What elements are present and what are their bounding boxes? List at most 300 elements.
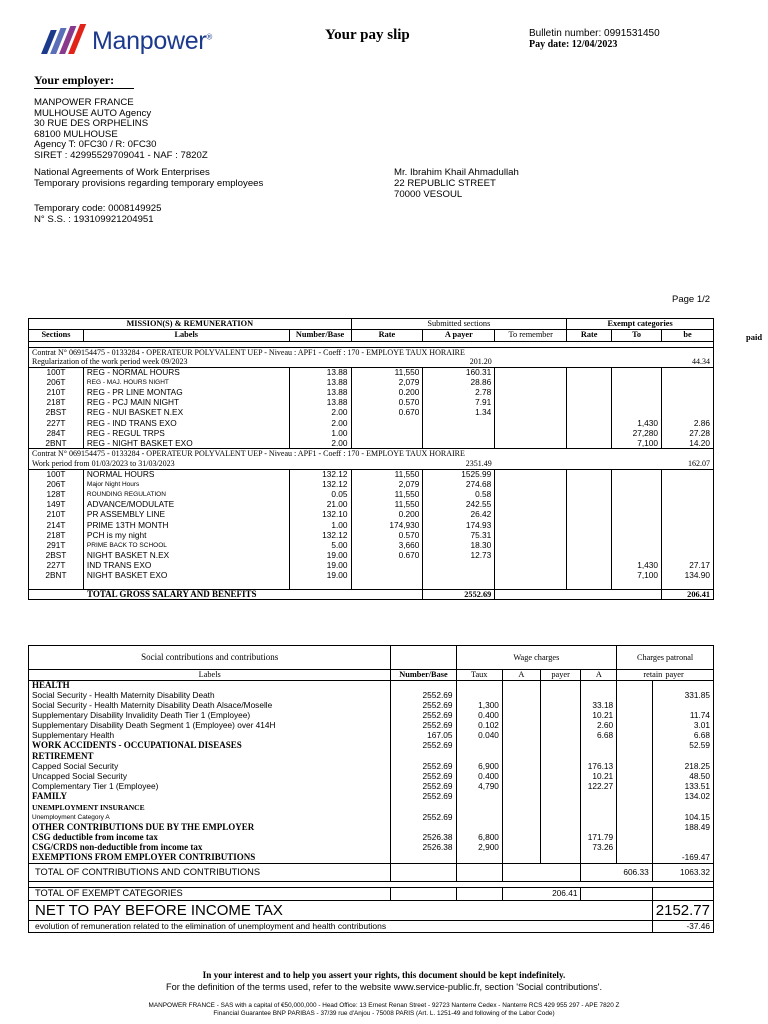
row-value bbox=[662, 500, 714, 510]
empty-cell bbox=[662, 581, 714, 589]
empty-cell bbox=[617, 833, 653, 843]
contrib-base: 2552.69 bbox=[391, 812, 456, 822]
row-value: 1.34 bbox=[423, 408, 495, 418]
section-code: 149T bbox=[29, 500, 84, 510]
contrib-retain bbox=[581, 812, 617, 822]
empty-cell bbox=[567, 571, 612, 581]
period-row bbox=[29, 357, 714, 367]
section-code: 206T bbox=[29, 479, 84, 489]
employer-address bbox=[34, 98, 208, 162]
table-row bbox=[29, 541, 714, 551]
row-value: 28.86 bbox=[423, 378, 495, 388]
contrib-base bbox=[391, 680, 456, 690]
empty-cell bbox=[567, 500, 612, 510]
row-value bbox=[423, 571, 495, 581]
empty-cell bbox=[391, 887, 456, 900]
table-row bbox=[29, 520, 714, 530]
row-value: 19.00 bbox=[289, 561, 351, 571]
row-label: PRIME 13TH MONTH bbox=[83, 520, 289, 530]
section-code: 2BST bbox=[29, 551, 84, 561]
contrib-base: 2526.38 bbox=[391, 843, 456, 853]
row-value: 0.670 bbox=[351, 551, 423, 561]
row-value bbox=[662, 490, 714, 500]
table-row bbox=[29, 490, 714, 500]
contrib-base bbox=[391, 751, 456, 761]
column-header: be bbox=[662, 329, 714, 341]
contrib-row bbox=[29, 690, 714, 700]
row-value: 75.31 bbox=[423, 530, 495, 540]
contrib-base: 2526.38 bbox=[391, 833, 456, 843]
row-value bbox=[495, 378, 567, 388]
contrib-retain: 2.60 bbox=[581, 721, 617, 731]
row-value: 13.88 bbox=[289, 398, 351, 408]
employer-line: Agency T: 0FC30 / R: 0FC30 bbox=[34, 139, 157, 151]
contrib-label: Capped Social Security bbox=[32, 761, 119, 771]
section-code: 2BST bbox=[29, 408, 84, 418]
empty-cell bbox=[502, 812, 540, 822]
contrib-base bbox=[391, 853, 456, 863]
contrib-row bbox=[29, 700, 714, 710]
row-value bbox=[495, 530, 567, 540]
row-value: 11,550 bbox=[351, 500, 423, 510]
contrib-rate bbox=[456, 792, 502, 802]
column-header: Rate bbox=[567, 329, 612, 341]
row-value bbox=[495, 541, 567, 551]
net-pay-value: 2152.77 bbox=[652, 900, 713, 920]
empty-cell bbox=[617, 802, 653, 812]
period-be: 162.07 bbox=[662, 459, 714, 469]
contrib-pay bbox=[540, 731, 581, 741]
contrib-row bbox=[29, 680, 714, 690]
row-value: 11,550 bbox=[351, 490, 423, 500]
row-value: 19.00 bbox=[289, 551, 351, 561]
row-value bbox=[612, 469, 662, 479]
total-contrib-row bbox=[29, 863, 714, 881]
table-row bbox=[29, 367, 714, 377]
period-be: 44.34 bbox=[662, 357, 714, 367]
empty-cell bbox=[567, 520, 612, 530]
contrib-retain bbox=[581, 792, 617, 802]
row-value bbox=[662, 541, 714, 551]
row-value: 132.12 bbox=[289, 530, 351, 540]
row-value bbox=[423, 418, 495, 428]
paid-label: paid bbox=[746, 332, 763, 342]
section-code: 218T bbox=[29, 530, 84, 540]
empty-cell bbox=[502, 802, 540, 812]
employee-line: Mr. Ibrahim Khail Ahmadullah bbox=[394, 167, 519, 178]
row-value bbox=[495, 388, 567, 398]
contrib-row bbox=[29, 833, 714, 843]
empty-cell bbox=[567, 469, 612, 479]
contrib-label: Social Security - Health Maternity Disability Death bbox=[32, 690, 215, 700]
contrib-label: FAMILY bbox=[32, 792, 68, 802]
employer-code: N° S.S. : 193109921204951 bbox=[34, 214, 154, 225]
contrib-rate: 6,900 bbox=[456, 762, 502, 772]
row-value: 26.42 bbox=[423, 510, 495, 520]
row-value bbox=[612, 367, 662, 377]
contract-row bbox=[29, 449, 714, 459]
table-row bbox=[29, 439, 714, 449]
row-value bbox=[662, 398, 714, 408]
row-value bbox=[423, 429, 495, 439]
row-value: 0.05 bbox=[289, 490, 351, 500]
period-label: Work period from 01/03/2023 to 31/03/2023 bbox=[29, 459, 423, 469]
row-label: PRIME BACK TO SCHOOL bbox=[83, 541, 289, 551]
row-value bbox=[612, 500, 662, 510]
row-label: REG - PR LINE MONTAG bbox=[83, 388, 289, 398]
row-value: 2.00 bbox=[289, 418, 351, 428]
row-label: ROUNDING REGULATION bbox=[83, 490, 289, 500]
contrib-retain: 122.27 bbox=[581, 782, 617, 792]
total-exempt-row bbox=[29, 887, 714, 900]
row-label: IND TRANS EXO bbox=[83, 561, 289, 571]
contrib-label: Complementary Tier 1 (Employee) bbox=[32, 781, 159, 792]
contrib-base: 2552.69 bbox=[391, 721, 456, 731]
empty-cell bbox=[502, 772, 540, 782]
evolution-label: evolution of remuneration related to the elimination of unemployment and health contributions bbox=[35, 920, 387, 931]
contrib-pay bbox=[540, 762, 581, 772]
row-value: 132.10 bbox=[289, 510, 351, 520]
contrib-row bbox=[29, 731, 714, 741]
contrib-retain bbox=[581, 823, 617, 833]
contrib-retain: 10.21 bbox=[581, 772, 617, 782]
row-value: 5.00 bbox=[289, 541, 351, 551]
contrib-label: RETIREMENT bbox=[32, 751, 94, 761]
contrib-header-row bbox=[29, 646, 714, 670]
row-value bbox=[495, 479, 567, 489]
empty-cell bbox=[567, 439, 612, 449]
bulletin-number: Bulletin number: 0991531450 bbox=[529, 28, 660, 39]
row-value bbox=[351, 439, 423, 449]
employee-line: 70000 VESOUL bbox=[394, 189, 463, 200]
contrib-base: 2552.69 bbox=[391, 690, 456, 700]
contributions-table bbox=[28, 645, 714, 933]
section-code: 227T bbox=[29, 418, 84, 428]
empty-cell bbox=[652, 887, 713, 900]
empty-cell bbox=[567, 490, 612, 500]
empty-cell bbox=[502, 690, 540, 700]
row-value bbox=[612, 530, 662, 540]
evolution-row bbox=[29, 920, 714, 932]
row-label: REG - NIGHT BASKET EXO bbox=[83, 439, 289, 449]
total-gross-label: TOTAL GROSS SALARY AND BENEFITS bbox=[87, 589, 257, 599]
empty-cell bbox=[567, 561, 612, 571]
row-value bbox=[351, 561, 423, 571]
row-label: PR ASSEMBLY LINE bbox=[83, 510, 289, 520]
row-value bbox=[612, 479, 662, 489]
empty-cell bbox=[502, 843, 540, 853]
row-value bbox=[495, 561, 567, 571]
contrib-base: 2552.69 bbox=[391, 741, 456, 751]
contrib-row bbox=[29, 741, 714, 751]
contrib-rate bbox=[456, 751, 502, 761]
contrib-label: WORK ACCIDENTS - OCCUPATIONAL DISEASES bbox=[32, 741, 242, 751]
contrib-pay bbox=[540, 853, 581, 863]
spacer-row bbox=[29, 581, 714, 589]
row-value bbox=[495, 408, 567, 418]
row-value: 27,280 bbox=[612, 429, 662, 439]
row-label: NIGHT BASKET EXO bbox=[83, 571, 289, 581]
row-value bbox=[495, 367, 567, 377]
contrib-retain: 176.13 bbox=[581, 762, 617, 772]
empty-cell bbox=[567, 418, 612, 428]
employer-line: 68100 MULHOUSE bbox=[34, 128, 118, 140]
contrib-pay bbox=[540, 721, 581, 731]
empty-cell bbox=[617, 782, 653, 792]
net-pay-label: NET TO PAY BEFORE INCOME TAX bbox=[35, 901, 283, 919]
section-code: 2BNT bbox=[29, 571, 84, 581]
empty-cell bbox=[456, 863, 502, 881]
contrib-rate bbox=[456, 853, 502, 863]
row-value bbox=[662, 378, 714, 388]
empty-cell bbox=[567, 581, 612, 589]
mission-header: MISSION(S) & REMUNERATION bbox=[29, 319, 352, 330]
row-label: REG - MAJ. HOURS NIGHT bbox=[83, 378, 289, 388]
column-header: A bbox=[581, 670, 617, 681]
column-header: To bbox=[612, 329, 662, 341]
contrib-employer: -169.47 bbox=[652, 853, 713, 863]
empty-cell bbox=[567, 408, 612, 418]
contrib-employer: 104.15 bbox=[652, 812, 713, 822]
remuneration-table bbox=[28, 318, 714, 600]
contrib-base: 2552.69 bbox=[391, 792, 456, 802]
row-label: PCH is my night bbox=[83, 530, 289, 540]
contrib-employer: 6.68 bbox=[652, 731, 713, 741]
row-value: 274.68 bbox=[423, 479, 495, 489]
empty-cell bbox=[502, 731, 540, 741]
contrib-label: Unemployment Category A bbox=[32, 813, 110, 821]
evolution-value: -37.46 bbox=[652, 920, 713, 932]
contrib-title: Social contributions and contributions bbox=[141, 651, 279, 662]
column-header: A payer bbox=[423, 329, 495, 341]
row-value: 11,550 bbox=[351, 469, 423, 479]
row-value: 242.55 bbox=[423, 500, 495, 510]
section-code: 128T bbox=[29, 490, 84, 500]
section-code: 284T bbox=[29, 429, 84, 439]
contrib-rate: 4,790 bbox=[456, 782, 502, 792]
column-header: payer bbox=[540, 670, 581, 681]
empty-cell bbox=[617, 711, 653, 721]
row-label: REG - REGUL TRPS bbox=[83, 429, 289, 439]
table-row bbox=[29, 561, 714, 571]
contrib-pay bbox=[540, 782, 581, 792]
contrib-rate bbox=[456, 741, 502, 751]
row-value bbox=[612, 541, 662, 551]
row-value: 21.00 bbox=[289, 500, 351, 510]
row-value: 1,430 bbox=[612, 561, 662, 571]
empty-cell bbox=[351, 581, 423, 589]
contrib-label: EXEMPTIONS FROM EMPLOYER CONTRIBUTIONS bbox=[32, 853, 256, 863]
empty-cell bbox=[495, 581, 567, 589]
table-row bbox=[29, 398, 714, 408]
contrib-employer bbox=[652, 833, 713, 843]
contrib-rate: 0.400 bbox=[456, 711, 502, 721]
contrib-row bbox=[29, 812, 714, 822]
row-value: 12.73 bbox=[423, 551, 495, 561]
row-value bbox=[351, 418, 423, 428]
empty-cell bbox=[502, 721, 540, 731]
column-header: Number/Base bbox=[289, 329, 351, 341]
contrib-retain bbox=[581, 751, 617, 761]
employer-line: SIRET : 42995529709041 - NAF : 7820Z bbox=[34, 149, 208, 161]
contrib-label: HEALTH bbox=[32, 680, 70, 690]
column-header bbox=[617, 670, 714, 681]
contrib-employer: 52.59 bbox=[652, 741, 713, 751]
page-number: Page 1/2 bbox=[672, 294, 711, 305]
employer-line: 30 RUE DES ORPHELINS bbox=[34, 118, 149, 130]
contrib-retain bbox=[581, 690, 617, 700]
agreement-line: National Agreements of Work Enterprises bbox=[34, 167, 210, 178]
empty-cell bbox=[502, 853, 540, 863]
row-value bbox=[662, 367, 714, 377]
column-header: Sections bbox=[41, 330, 71, 340]
header-part: retain bbox=[643, 670, 663, 679]
contrib-row bbox=[29, 853, 714, 863]
empty-cell bbox=[581, 887, 652, 900]
total-contrib-label: TOTAL OF CONTRIBUTIONS AND CONTRIBUTIONS bbox=[35, 866, 261, 877]
empty-cell bbox=[567, 398, 612, 408]
row-value bbox=[662, 510, 714, 520]
empty-cell bbox=[502, 762, 540, 772]
row-value: 1.00 bbox=[289, 520, 351, 530]
row-value: 160.31 bbox=[423, 367, 495, 377]
contrib-employer: 218.25 bbox=[652, 762, 713, 772]
contrib-rate: 0.400 bbox=[456, 772, 502, 782]
contrib-base: 2552.69 bbox=[391, 711, 456, 721]
total-contrib-retain: 606.33 bbox=[581, 863, 652, 881]
contrib-pay bbox=[540, 741, 581, 751]
total-exempt-value: 206.41 bbox=[662, 589, 714, 600]
contrib-base: 2552.69 bbox=[391, 762, 456, 772]
column-header: To remember bbox=[495, 329, 567, 341]
contract-label: Contrat N° 069154475 - 0133284 - OPERATEUR POLYVALENT UEP - Niveau : APF1 - Coeff : 170 - EMPLOYE TAUX HORAIRE bbox=[29, 347, 714, 357]
empty-cell bbox=[567, 530, 612, 540]
empty-cell bbox=[617, 721, 653, 731]
contrib-row bbox=[29, 843, 714, 853]
row-value: 1,430 bbox=[612, 418, 662, 428]
row-value: 13.88 bbox=[289, 378, 351, 388]
footer-definition: For the definition of the terms used, refer to the website www.service-public.fr, section 'Social contributions'. bbox=[165, 982, 603, 992]
table-row bbox=[29, 530, 714, 540]
contrib-base: 167.05 bbox=[391, 731, 456, 741]
page-title: Your pay slip bbox=[325, 27, 410, 43]
row-value: 27.17 bbox=[662, 561, 714, 571]
contrib-retain: 73.26 bbox=[581, 843, 617, 853]
empty-cell bbox=[502, 782, 540, 792]
row-value bbox=[351, 571, 423, 581]
row-value bbox=[423, 439, 495, 449]
empty-cell bbox=[617, 823, 653, 833]
column-header: Taux bbox=[456, 670, 502, 681]
contrib-label: Supplementary Disability Death Segment 1 (Employee) over 414H bbox=[32, 720, 276, 731]
row-value bbox=[662, 530, 714, 540]
section-code: 100T bbox=[29, 469, 84, 479]
row-value: 174.93 bbox=[423, 520, 495, 530]
row-label: REG - PCJ MAIN NIGHT bbox=[83, 398, 289, 408]
contrib-pay bbox=[540, 792, 581, 802]
row-value bbox=[495, 418, 567, 428]
contrib-label: UNEMPLOYMENT INSURANCE bbox=[32, 802, 145, 812]
period-payer: 2351.49 bbox=[465, 459, 492, 469]
bulletin-info bbox=[529, 28, 660, 50]
row-value bbox=[495, 571, 567, 581]
row-value: 132.12 bbox=[289, 479, 351, 489]
contrib-base: 2552.69 bbox=[391, 772, 456, 782]
contrib-employer: 188.49 bbox=[652, 823, 713, 833]
contrib-label: Social Security - Health Maternity Disability Death Alsace/Moselle bbox=[32, 700, 273, 710]
empty-cell bbox=[567, 479, 612, 489]
contrib-retain bbox=[581, 680, 617, 690]
row-value: 0.570 bbox=[351, 398, 423, 408]
empty-cell bbox=[502, 711, 540, 721]
row-value: 2.00 bbox=[289, 408, 351, 418]
contrib-retain: 6.68 bbox=[581, 731, 617, 741]
empty-cell bbox=[612, 581, 662, 589]
contrib-retain: 33.18 bbox=[581, 700, 617, 710]
empty-cell bbox=[617, 772, 653, 782]
contrib-rate: 0.040 bbox=[456, 731, 502, 741]
row-value: 13.88 bbox=[289, 367, 351, 377]
row-value: 14.20 bbox=[662, 439, 714, 449]
section-code: 210T bbox=[29, 510, 84, 520]
empty-cell bbox=[617, 792, 653, 802]
table-row bbox=[29, 571, 714, 581]
row-value: 2,079 bbox=[351, 378, 423, 388]
row-value: 1.00 bbox=[289, 429, 351, 439]
period-payer: 201.20 bbox=[469, 357, 492, 367]
employer-code: Temporary code: 0008149925 bbox=[34, 203, 162, 214]
empty-cell bbox=[567, 429, 612, 439]
period-gap bbox=[495, 357, 662, 367]
contrib-rate bbox=[456, 823, 502, 833]
row-value: 2,079 bbox=[351, 479, 423, 489]
empty-cell bbox=[391, 646, 456, 670]
contrib-pay bbox=[540, 751, 581, 761]
empty-cell bbox=[617, 843, 653, 853]
empty-cell bbox=[617, 690, 653, 700]
row-value: 27.28 bbox=[662, 429, 714, 439]
empty-cell bbox=[567, 510, 612, 520]
contrib-label: CSG deductible from income tax bbox=[32, 832, 158, 843]
contract-row bbox=[29, 347, 714, 357]
footer-legal bbox=[0, 1002, 768, 1018]
contrib-retain bbox=[581, 853, 617, 863]
contrib-row bbox=[29, 802, 714, 812]
table-row bbox=[29, 469, 714, 479]
empty-cell bbox=[502, 792, 540, 802]
empty-cell bbox=[391, 863, 456, 881]
table-row bbox=[29, 418, 714, 428]
row-value bbox=[423, 561, 495, 571]
row-value bbox=[495, 469, 567, 479]
contrib-row bbox=[29, 751, 714, 761]
row-value bbox=[495, 398, 567, 408]
manpower-logo-icon bbox=[36, 22, 96, 58]
empty-cell bbox=[567, 367, 612, 377]
period-row bbox=[29, 459, 714, 469]
agreement-line: Temporary provisions regarding temporary employees bbox=[34, 178, 264, 189]
legal-line-1: MANPOWER FRANCE - SAS with a capital of €50,000,000 - Head Office: 13 Ernest Renan Street - 92723 Nanterre Cedex - Nanterre RCS 429 955 297 - APE 7820 Z bbox=[148, 1002, 620, 1009]
row-value bbox=[612, 388, 662, 398]
row-label: REG - NORMAL HOURS bbox=[83, 367, 289, 377]
row-label: NIGHT BASKET N.EX bbox=[83, 551, 289, 561]
contrib-employer: 134.02 bbox=[652, 792, 713, 802]
contrib-retain: 10.21 bbox=[581, 711, 617, 721]
contrib-employer: 11.74 bbox=[652, 711, 713, 721]
charges-header: Charges patronal bbox=[617, 646, 714, 670]
contrib-base bbox=[391, 802, 456, 812]
row-value bbox=[662, 408, 714, 418]
